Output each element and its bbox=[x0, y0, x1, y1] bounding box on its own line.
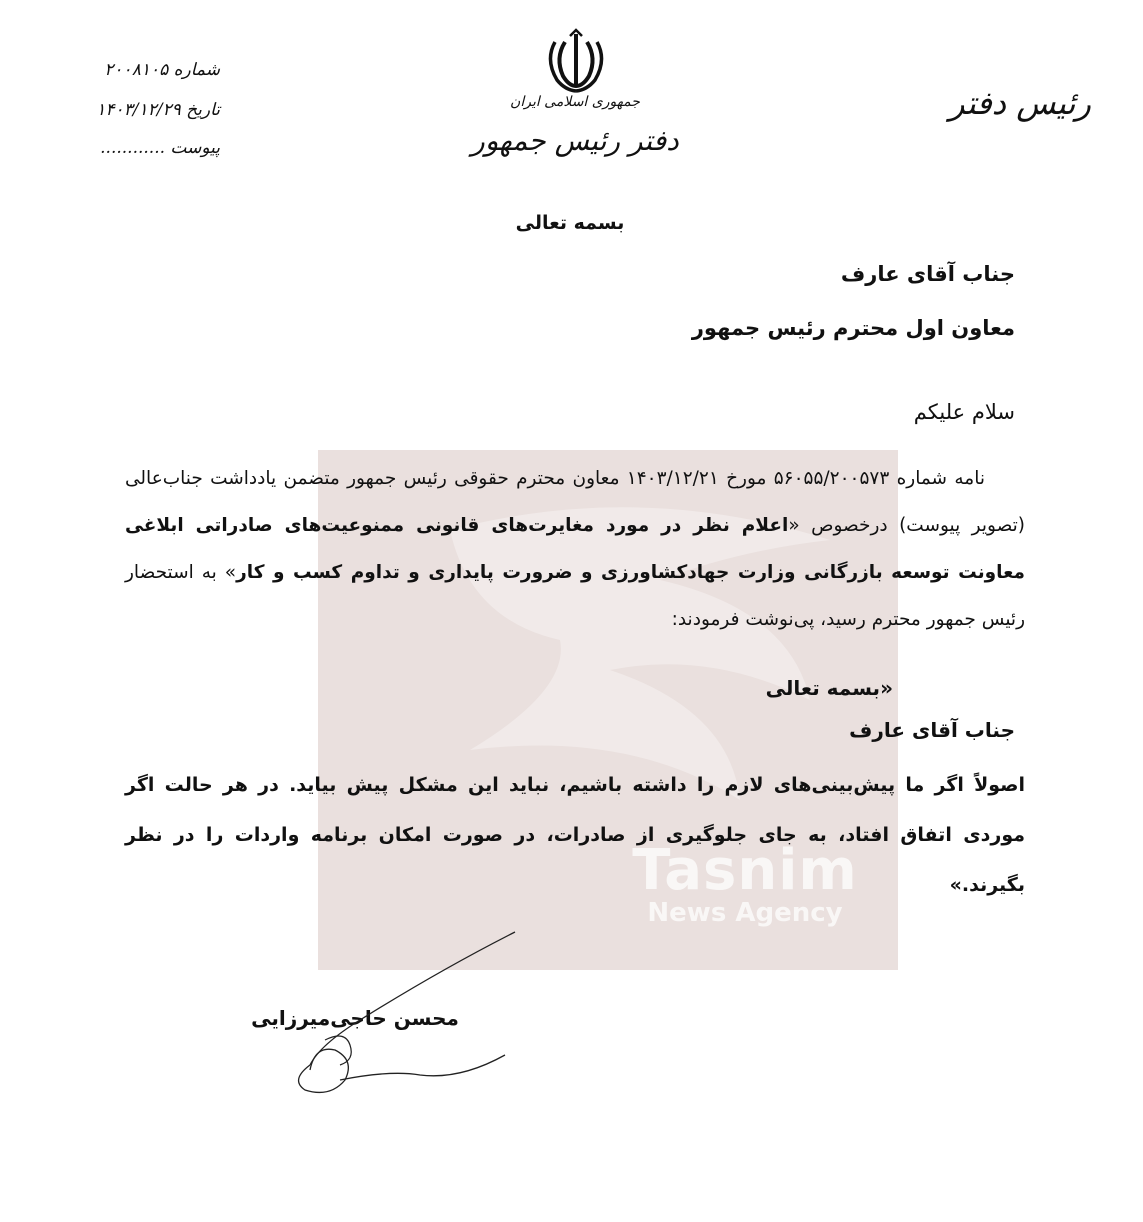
letter-attachment: پیوست ............ bbox=[100, 138, 220, 158]
quote-recipient: جناب آقای عارف bbox=[849, 718, 1015, 742]
body-paragraph bbox=[125, 455, 1025, 643]
watermark-tagline: News Agency bbox=[647, 898, 843, 928]
recipient-title: معاون اول محترم رئیس جمهور bbox=[691, 316, 1015, 340]
body-text-part2: » به استحضار رئیس جمهور محترم رسید، پی‌نوشت فرمودند: bbox=[125, 562, 1025, 630]
quote-opening: «بسمه تعالی bbox=[765, 676, 893, 700]
letter-number: شماره ۲۰۰۸۱۰۵ bbox=[104, 60, 220, 80]
watermark-brand: Tasnim bbox=[632, 838, 858, 903]
iran-emblem-icon bbox=[543, 28, 609, 94]
signer-name: محسن حاجی‌میرزایی bbox=[251, 1006, 459, 1030]
office-title: دفتر رئیس جمهور bbox=[471, 124, 679, 157]
recipient-name: جناب آقای عارف bbox=[840, 262, 1015, 286]
top-right-title: رئیس دفتر bbox=[949, 84, 1091, 122]
body-text-subject: اعلام نظر در مورد مغایرت‌های قانونی ممنوعیت‌های صادراتی ابلاغی معاونت توسعه بازرگانی وزارت جهادکشاورزی و ضرورت پایداری و تداوم کسب و کار bbox=[125, 515, 1025, 583]
body-text-part1: نامه شماره ۵۶۰۵۵/۲۰۰۵۷۳ مورخ ۱۴۰۳/۱۲/۲۱ معاون محترم حقوقی رئیس جمهور متضمن یادداشت جناب‌عالی (تصویر پیوست) درخصوص « bbox=[125, 468, 1026, 536]
quote-body: اصولاً اگر ما پیش‌بینی‌های لازم را داشته باشیم، نباید این مشکل پیش بیاید. در هر حالت اگر موردی اتفاق افتاد، به جای جلوگیری از صادرات، در صورت امکان برنامه واردات را در نظر بگیرند.» bbox=[125, 774, 1025, 896]
country-line: جمهوری اسلامی ایران bbox=[510, 94, 640, 110]
handwritten-signature bbox=[270, 930, 530, 1100]
opening-title: بسمه تعالی bbox=[515, 212, 625, 234]
greeting: سلام علیکم bbox=[913, 400, 1015, 424]
letter-date: تاریخ ۱۴۰۳/۱۲/۲۹ bbox=[96, 100, 220, 120]
